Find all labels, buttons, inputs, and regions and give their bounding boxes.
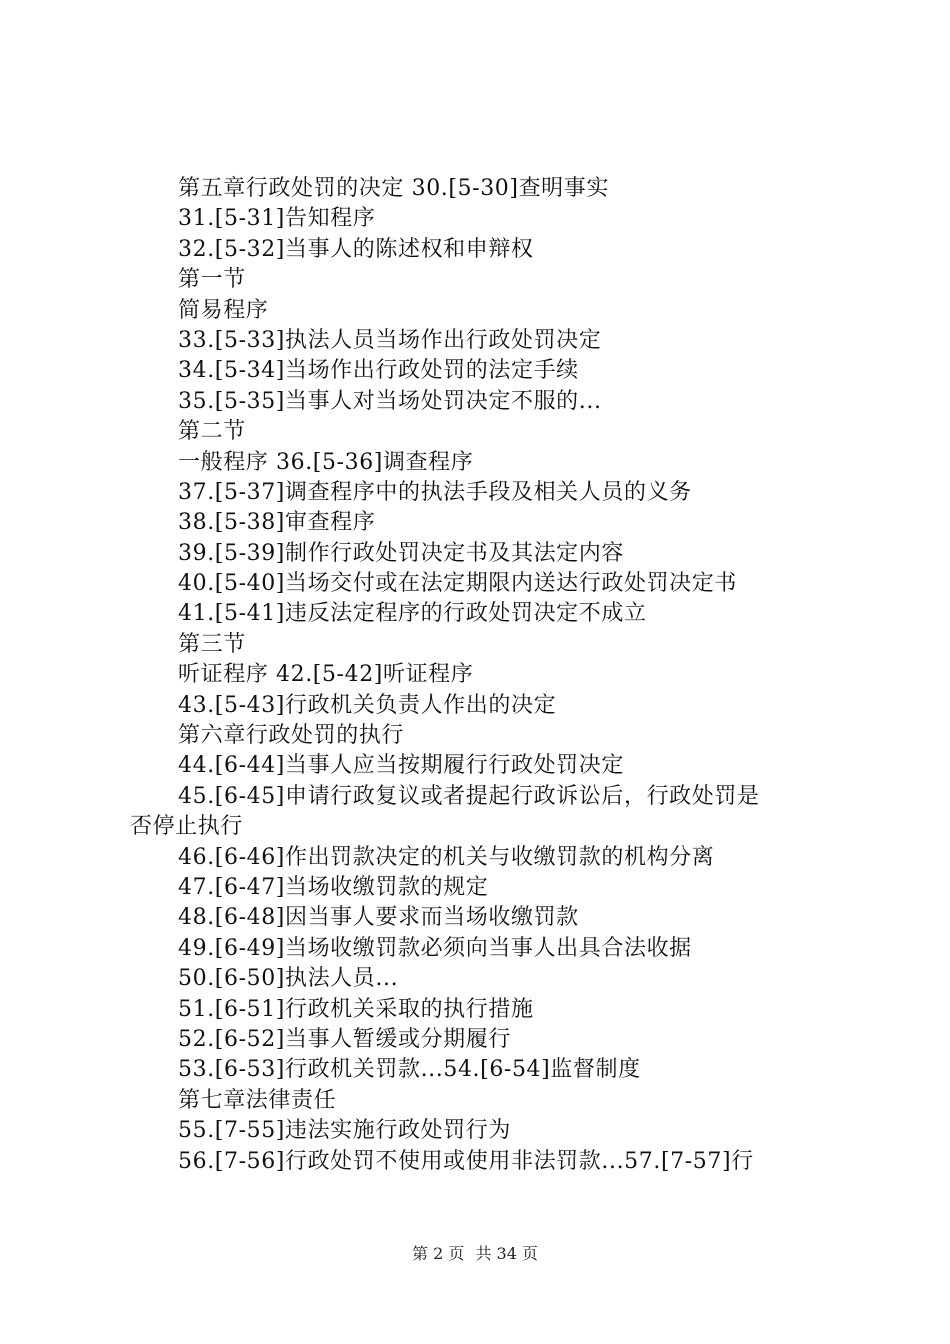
page-number: 第 2 页 [412,1244,465,1263]
text-line: 38.[5-38]审查程序 [178,510,376,536]
text-line: 31.[5-31]告知程序 [178,206,376,232]
document-body [130,174,850,1177]
text-line: 一般程序 36.[5-36]调查程序 [178,449,474,475]
chapter-heading: 第六章行政处罚的执行 [178,723,405,749]
text-line: 48.[6-48]因当事人要求而当场收缴罚款 [178,905,579,931]
text-line: 33.[5-33]执法人员当场作出行政处罚决定 [178,327,602,353]
text-line: 听证程序 42.[5-42]听证程序 [178,662,474,688]
section-heading: 第一节 [178,267,246,293]
text-line: 46.[6-46]作出罚款决定的机关与收缴罚款的机构分离 [178,844,715,870]
text-line: 39.[5-39]制作行政处罚决定书及其法定内容 [178,540,624,566]
text-line: 49.[6-49]当场收缴罚款必须向当事人出具合法收据 [178,935,692,961]
text-line: 32.[5-32]当事人的陈述权和申辩权 [178,236,534,262]
text-line: 52.[6-52]当事人暂缓或分期履行 [178,1026,511,1052]
text-line: 51.[6-51]行政机关采取的执行措施 [178,996,534,1022]
text-line: 44.[6-44]当事人应当按期履行行政处罚决定 [178,753,624,779]
text-line: 34.[5-34]当场作出行政处罚的法定手续 [178,358,579,384]
section-heading: 第三节 [178,631,246,657]
text-line: 37.[5-37]调查程序中的执法手段及相关人员的义务 [178,479,692,505]
text-line: 35.[5-35]当事人对当场处罚决定不服的... [178,388,602,414]
text-line: 53.[6-53]行政机关罚款...54.[6-54]监督制度 [178,1057,641,1083]
text-line: 47.[6-47]当场收缴罚款的规定 [178,874,489,900]
section-heading: 第二节 [178,419,246,445]
text-line: 43.[5-43]行政机关负责人作出的决定 [178,692,557,718]
text-line-continuation: 否停止执行 [130,814,244,840]
text-line: 56.[7-56]行政处罚不使用或使用非法罚款...57.[7-57]行 [178,1148,754,1174]
page-footer [0,1243,950,1265]
page-total: 共 34 页 [475,1244,538,1263]
text-line: 50.[6-50]执法人员... [178,966,399,992]
section-title: 简易程序 [178,297,269,323]
text-line: 41.[5-41]违反法定程序的行政处罚决定不成立 [178,601,647,627]
text-line: 55.[7-55]违法实施行政处罚行为 [178,1118,511,1144]
text-line: 40.[5-40]当场交付或在法定期限内送达行政处罚决定书 [178,571,737,597]
text-line: 第五章行政处罚的决定 30.[5-30]查明事实 [178,176,609,201]
text-line: 45.[6-45]申请行政复议或者提起行政诉讼后，行政处罚是 [178,783,760,809]
chapter-heading: 第七章法律责任 [178,1087,337,1113]
